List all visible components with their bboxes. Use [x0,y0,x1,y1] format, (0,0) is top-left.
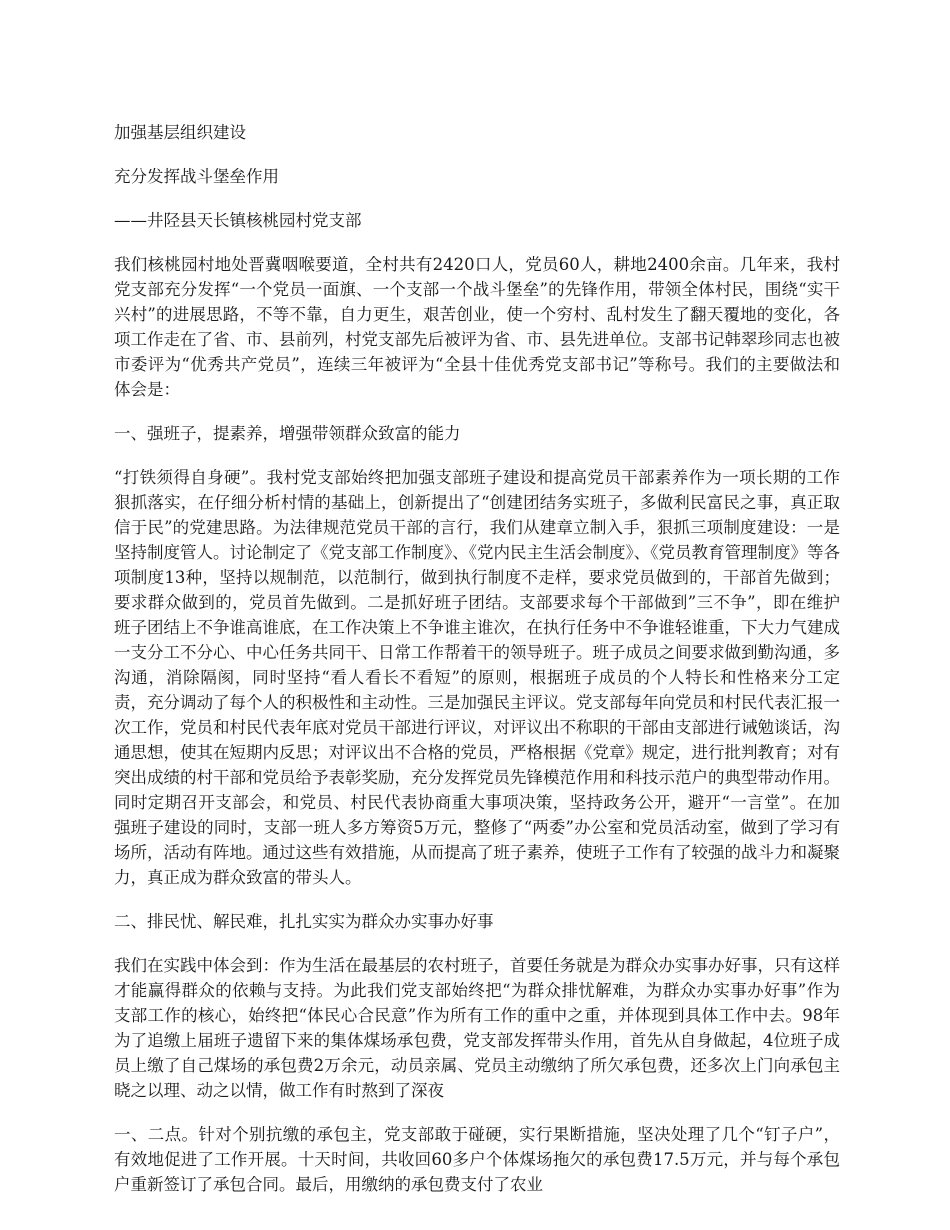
section-3-paragraph: 一、二点。针对个别抗缴的承包主，党支部敢于碰硬，实行果断措施，坚决处理了几个“钉子户”，有效地促进了工作开展。十天时间，共收回60多户个体煤场拖欠的承包费17.5万元，并与每个承包户重新签订了承包合同。最后，用缴纳的承包费支付了农业 [114,1125,840,1194]
document-title: 加强基层组织建设 [114,123,246,142]
section-1-heading: 一、强班子，提素养，增强带领群众致富的能力 [114,424,461,443]
document-byline: ——井陉县天长镇核桃园村党支部 [114,211,362,230]
section-1-paragraph: “打铁须得自身硬”。我村党支部始终把加强支部班子建设和提高党员干部素养作为一项长期的工作狠抓落实，在仔细分析村情的基础上，创新提出了“创建团结务实班子，多做利民富民之事，真正取信于民”的党建思路。为法律规范党员干部的言行，我们从建章立制入手，狠抓三项制度建设：一是坚持制度管人。讨论制定了《党支部工作制度》、《党内民主生活会制度》、《党员教育管理制度》等各项制度13种，坚持以规制范，以范制行，做到执行制度不走样，要求党员做到的，干部首先做到；要求群众做到的，党员首先做到。二是抓好班子团结。支部要求每个干部做到”三不争”，即在维护班子团结上不争谁高谁底，在工作决策上不争谁主谁次，在执行任务中不争谁轻谁重，下大力气建成一支分工不分心、中心任务共同干、日常工作帮着干的领导班子。班子成员之间要求做到勤沟通，多沟通，消除隔阂，同时坚持“看人看长不看短”的原则，根据班子成员的个人特长和性格来分工定责，充分调动了每个人的积极性和主动性。三是加强民主评议。党支部每年向党员和村民代表汇报一次工作，党员和村民代表年底对党员干部进行评议，对评议出不称职的干部由支部进行诫勉谈话，沟通思想，使其在短期内反思；对评议出不合格的党员，严格根据《党章》规定，进行批判教育；对有突出成绩的村干部和党员给予表彰奖励，充分发挥党员先锋模范作用和科技示范户的典型带动作用。同时定期召开支部会，和党员、村民代表协商重大事项决策，坚持政务公开，避开“一言堂”。在加强班子建设的同时，支部一班人多方筹资5万元，整修了“两委”办公室和党员活动室，做到了学习有场所，活动有阵地。通过这些有效措施，从而提高了班子素养，使班子工作有了较强的战斗力和凝聚力，真正成为群众致富的带头人。 [114,468,840,887]
document-page [114,120,840,1197]
section-2-paragraph: 我们在实践中体会到：作为生活在最基层的农村班子，首要任务就是为群众办实事办好事，只有这样才能赢得群众的依赖与支持。为此我们党支部始终把“为群众排忧解难，为群众办实事办好事”作为支部工作的核心，始终把“体民心合民意”作为所有工作的重中之重，并体现到具体工作中去。98年为了追缴上届班子遗留下来的集体煤场承包费，党支部发挥带头作用，首先从自身做起，4位班子成员上缴了自己煤场的承包费2万余元，动员亲属、党员主动缴纳了所欠承包费，还多次上门向承包主晓之以理、动之以情，做工作有时熬到了深夜 [114,956,840,1100]
document-subtitle: 充分发挥战斗堡垒作用 [114,167,279,186]
section-2-heading: 二、排民忧、解民难，扎扎实实为群众办实事办好事 [114,912,494,931]
intro-paragraph: 我们核桃园村地处晋冀咽喉要道，全村共有2420口人，党员60人，耕地2400余亩。几年来，我村党支部充分发挥“一个党员一面旗、一个支部一个战斗堡垒”的先锋作用，带领全体村民，围绕“实干兴村”的进展思路，不等不靠，自力更生，艰苦创业，使一个穷村、乱村发生了翻天覆地的变化，各项工作走在了省、市、县前列，村党支部先后被评为省、市、县先进单位。支部书记韩翠珍同志也被市委评为“优秀共产党员”，连续三年被评为“全县十佳优秀党支部书记”等称号。我们的主要做法和体会是： [114,255,840,399]
